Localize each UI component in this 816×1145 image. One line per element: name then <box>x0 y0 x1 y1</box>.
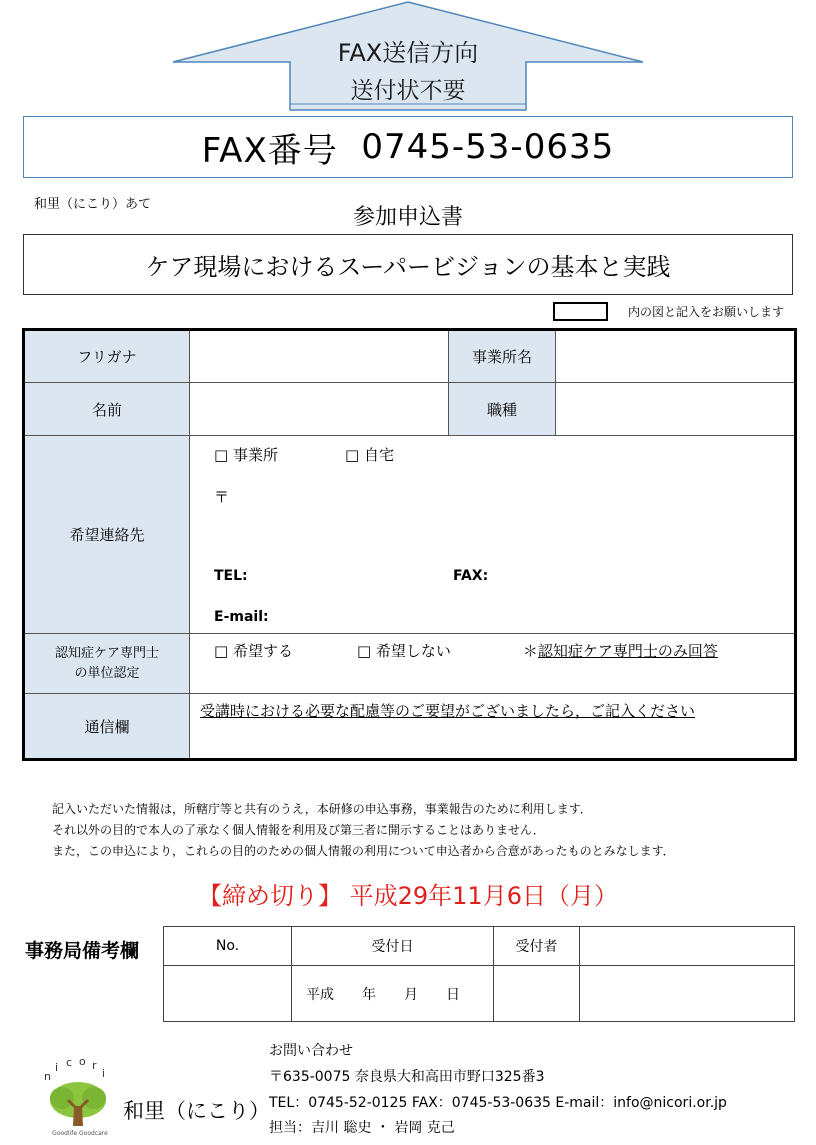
contact-option-home[interactable]: □ 自宅 <box>345 446 394 464</box>
inquiry-label: お問い合わせ <box>269 1043 353 1059</box>
privacy-line-1: 記入いただいた情報は，所轄庁等と共有のうえ，本研修の申込事務，事業報告のために利用します． <box>52 802 592 816</box>
notes-label: 通信欄 <box>24 694 190 760</box>
application-form-table <box>22 328 797 761</box>
fax-number-box <box>23 116 793 178</box>
office-name-field[interactable] <box>556 330 796 383</box>
job-field[interactable] <box>556 383 796 436</box>
email-label: E-mail: <box>214 609 269 625</box>
logo-letter-i: i <box>55 1061 59 1074</box>
fax-label: FAX: <box>453 568 489 584</box>
contact-field[interactable] <box>190 436 796 634</box>
postal-mark: 〒 <box>214 488 230 506</box>
office-notes-title: 事務局備考欄 <box>25 940 140 962</box>
tel-label: TEL: <box>214 568 248 584</box>
fax-number-label: FAX番号 <box>201 130 338 171</box>
contact-numbers: TEL：0745-52-0125 FAX：0745-53-0635 E-mail：info@nicori.or.jp <box>269 1095 727 1111</box>
logo-letter-c: c <box>66 1058 73 1069</box>
receiver-field[interactable] <box>494 966 580 1022</box>
legend-box-sample <box>553 302 608 321</box>
office-name-label: 事業所名 <box>449 330 556 383</box>
header-no: No. <box>164 927 292 966</box>
logo-letter-i-2: i <box>102 1067 106 1080</box>
job-label: 職種 <box>449 383 556 436</box>
privacy-line-3: また，この申込により，これらの目的のための個人情報の利用について申込者から合意があったものとみなします． <box>52 844 675 858</box>
logo-tagline: Goodlife Goodcare <box>52 1130 108 1137</box>
address: 〒635-0075 奈良県大和高田市野口325番3 <box>269 1069 545 1085</box>
cert-note: 認知症ケア専門士のみ回答 <box>537 642 718 660</box>
addressee: 和里（にこり）あて <box>34 197 152 212</box>
form-title: 参加申込書 <box>352 205 463 230</box>
legend-text: 内の図と記入をお願いします <box>628 305 785 319</box>
cert-option-yes[interactable]: □ 希望する <box>214 642 293 660</box>
header-blank <box>580 927 795 966</box>
received-date-field[interactable]: 平成 年 月 日 <box>292 966 494 1022</box>
brand-name: 和里（にこり） <box>123 1099 270 1123</box>
notes-field[interactable] <box>190 694 796 760</box>
cover-sheet-not-required-text: 送付状不要 <box>350 78 466 104</box>
blank-field[interactable] <box>580 966 795 1022</box>
privacy-line-2: それ以外の目的で本人の了承なく個人情報を利用及び第三者に開示することはありません． <box>52 823 545 837</box>
staff-names: 担当：吉川 聡史 ・ 岩岡 克己 <box>269 1120 455 1136</box>
logo-letter-n: n <box>44 1070 51 1083</box>
name-label: 名前 <box>24 383 190 436</box>
furigana-field[interactable] <box>190 330 449 383</box>
logo-letter-o: o <box>79 1058 86 1068</box>
no-field[interactable] <box>164 966 292 1022</box>
name-field[interactable] <box>190 383 449 436</box>
fax-number: 0745-53-0635 <box>361 127 615 167</box>
notes-instruction: 受講時における必要な配慮等のご要望がございましたら，ご記入ください <box>200 702 696 720</box>
course-title: ケア現場におけるスーパービジョンの基本と実践 <box>23 234 793 295</box>
cert-note-prefix: ＊ <box>522 642 538 660</box>
fax-direction-text: FAX送信方向 <box>337 39 479 67</box>
header-receiver: 受付者 <box>494 927 580 966</box>
certification-label-line2: の単位認定 <box>74 665 140 681</box>
privacy-notice <box>52 799 675 862</box>
furigana-label: フリガナ <box>24 330 190 383</box>
deadline: 【締め切り】 平成29年11月6日（月） <box>198 882 618 910</box>
nicori-logo-icon <box>40 1058 122 1138</box>
certification-label <box>24 634 190 694</box>
certification-field[interactable] <box>190 634 796 694</box>
logo-letter-r: r <box>92 1059 97 1072</box>
contact-label: 希望連絡先 <box>24 436 190 634</box>
header-received-date: 受付日 <box>292 927 494 966</box>
office-notes-table <box>163 926 795 1022</box>
certification-label-line1: 認知症ケア専門士 <box>54 645 159 661</box>
cert-option-no[interactable]: □ 希望しない <box>356 642 451 660</box>
contact-option-office[interactable]: □ 事業所 <box>214 446 278 464</box>
